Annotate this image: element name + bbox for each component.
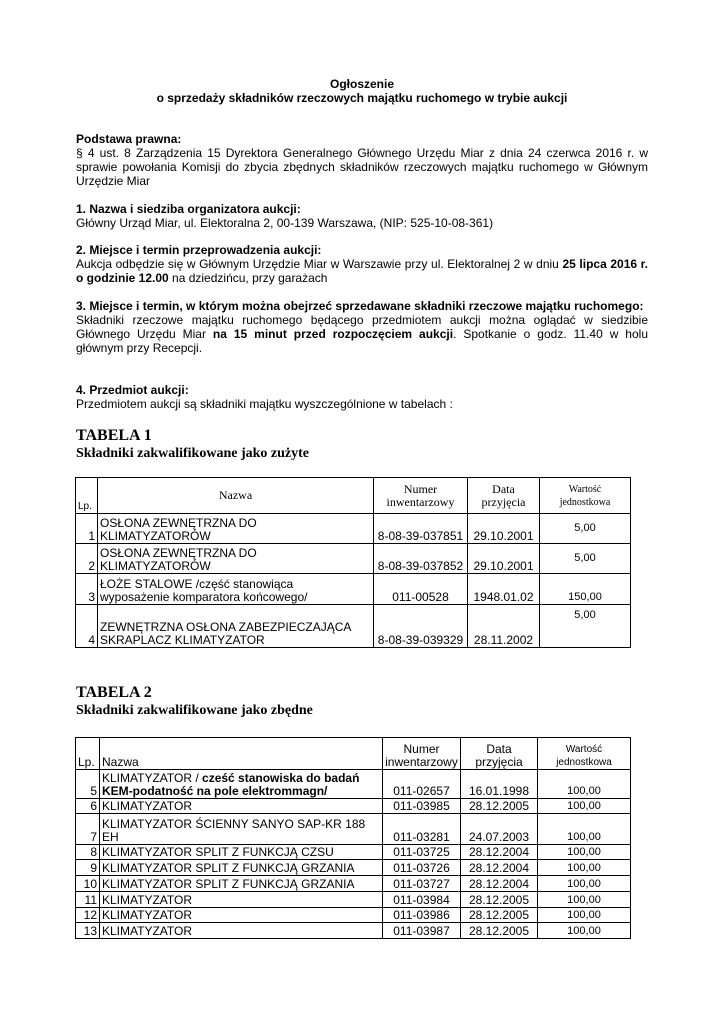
section-place-date-text-a: Aukcja odbędzie się w Głównym Urzędzie Miar w Warszawie przy ul. Elektoralnej 2 w dniu [76, 257, 563, 271]
table1-header-value-2: jednostkowa [559, 496, 611, 508]
table2-title: TABELA 2 [76, 684, 152, 701]
table1-row1-name-2: KLIMATYZATORÓW [100, 529, 211, 543]
table-row [76, 892, 631, 908]
table1-row3-lp: 3 [76, 574, 98, 605]
table2-row11-name: KLIMATYZATOR [100, 892, 383, 908]
table2-row8-date: 28.12.2004 [461, 845, 538, 860]
section-place-date [76, 243, 648, 285]
table1-row4-lp: 4 [76, 605, 98, 648]
table1-subtitle: Składniki zakwalifikowane jako zużyte [76, 446, 309, 461]
table2-header-value [538, 738, 631, 770]
table2-header-inventory-2: inwentarzowy [385, 755, 458, 769]
table1-row4-name [98, 605, 374, 648]
table2-row5-name-1a: KLIMATYZATOR / [102, 771, 203, 785]
table-row [76, 860, 631, 876]
section-viewing-text-b: . Spotkanie o godz. 11.40 w holu głównym przy Recepcji. [76, 327, 648, 355]
section-organizer [76, 202, 648, 230]
table1-row1-name-1: OSŁONA ZEWNĘTRZNA DO [100, 516, 257, 530]
table2-row7-name-2: EH [102, 830, 119, 844]
table1-header-name: Nazwa [98, 478, 374, 514]
table1-row3-value: 150,00 [540, 574, 631, 605]
table2-heading [76, 684, 313, 720]
table2-row11-date: 28.12.2005 [461, 892, 538, 908]
table1-row2-lp: 2 [76, 544, 98, 574]
table2-row13-inventory: 011-03987 [383, 923, 461, 939]
table2-row6-lp: 6 [76, 799, 100, 814]
table2-row12-lp: 12 [76, 908, 100, 923]
table2-row7-value: 100,00 [538, 814, 631, 845]
section-viewing-label: 3. Miejsce i termin, w którym można obejrzeć sprzedawane składniki rzeczowe majątku ruchomego: [76, 299, 644, 313]
table2-header-inventory [383, 738, 461, 770]
table2-row5-name-2: KEM-podatność na pole elektrommagn/ [102, 784, 328, 798]
table2-row5-date: 16.01.1998 [461, 770, 538, 799]
table2-row10-date: 28.12.2004 [461, 876, 538, 892]
table-row [76, 923, 631, 939]
table1-row3-inventory: 011-00528 [374, 574, 468, 605]
section-place-date-text-b: na dziedzińcu, przy garażach [168, 271, 328, 285]
table1-row1-lp: 1 [76, 514, 98, 544]
table2-row8-inventory: 011-03725 [383, 845, 461, 860]
table2-header-value-2: jednostkowa [556, 757, 612, 768]
section-organizer-text: Główny Urząd Miar, ul. Elektoralna 2, 00-139 Warszawa, (NIP: 525-10-08-361) [76, 216, 494, 230]
legal-basis-section [76, 132, 648, 188]
table-row [76, 814, 631, 845]
table1-header-date [468, 478, 540, 514]
table2-row12-inventory: 011-03986 [383, 908, 461, 923]
table1-title: TABELA 1 [76, 427, 152, 444]
table1-row4-value: 5,00 [540, 605, 631, 648]
section-subject-label: 4. Przedmiot aukcji: [76, 383, 189, 397]
table1-row2-name-1: OSŁONA ZEWNĘTRZNA DO [100, 546, 257, 560]
table1-row3-name [98, 574, 374, 605]
table2-row5-value: 100,00 [538, 770, 631, 799]
table1-row4-date: 28.11.2002 [468, 605, 540, 648]
table-row [76, 845, 631, 860]
table-row [76, 574, 631, 605]
table1-row4-name-1: ZEWNĘTRZNA OSŁONA ZABEZPIECZAJĄCA [100, 620, 352, 634]
table2-row13-lp: 13 [76, 923, 100, 939]
table-row [76, 908, 631, 923]
table2-row10-inventory: 011-03727 [383, 876, 461, 892]
table1-row2-value: 5,00 [540, 544, 631, 574]
section-viewing [76, 299, 648, 355]
table1-row1-date: 29.10.2001 [468, 514, 540, 544]
table2-row8-name: KLIMATYZATOR SPLIT Z FUNKCJĄ CZSU [100, 845, 383, 860]
table1-row3-name-2: wyposażenie komparatora końcowego/ [100, 590, 308, 604]
table2-row8-lp: 8 [76, 845, 100, 860]
table2-row7-name-1: KLIMATYZATOR ŚCIENNY SANYO SAP-KR 188 [102, 817, 366, 831]
table-row [76, 514, 631, 544]
table2-row9-lp: 9 [76, 860, 100, 876]
auction-date: 25 lipca 2016 r. o godzinie 12.00 [76, 257, 648, 285]
table1-row1-name [98, 514, 374, 544]
section-place-date-text [76, 257, 648, 285]
table1-header-row [76, 478, 631, 514]
table2-row9-name: KLIMATYZATOR SPLIT Z FUNKCJĄ GRZANIA [100, 860, 383, 876]
table1-header-date-2: przyjęcia [481, 494, 526, 509]
table1-row3-name-1: ŁOŻE STALOWE /część stanowiąca [100, 577, 294, 591]
table1-header-inventory [374, 478, 468, 514]
table1-row1-value: 5,00 [540, 514, 631, 544]
table2-header-date-2: przyjęcia [475, 755, 523, 769]
table2-header-name: Nazwa [100, 738, 383, 770]
document-subtitle: o sprzedaży składników rzeczowych majątku ruchomego w trybie aukcji [156, 91, 568, 105]
section-subject-text: Przedmiotem aukcji są składniki majątku wyszczególnione w tabelach : [76, 397, 453, 411]
table2-row5-inventory: 011-02657 [383, 770, 461, 799]
table2-row12-value: 100,00 [538, 908, 631, 923]
table2-row13-date: 28.12.2005 [461, 923, 538, 939]
table2-header-inventory-1: Numer [403, 742, 440, 756]
table-row [76, 799, 631, 814]
section-viewing-text [76, 313, 648, 355]
table-row [76, 605, 631, 648]
table2-row10-lp: 10 [76, 876, 100, 892]
table2-row6-date: 28.12.2005 [461, 799, 538, 814]
table1-row2-date: 29.10.2001 [468, 544, 540, 574]
table1-row1-inventory: 8-08-39-037851 [374, 514, 468, 544]
table1-row3-date: 1948.01.02 [468, 574, 540, 605]
table2-header-row [76, 738, 631, 770]
table2-row13-value: 100,00 [538, 923, 631, 939]
table-row [76, 770, 631, 799]
section-organizer-label: 1. Nazwa i siedziba organizatora aukcji: [76, 202, 301, 216]
table1-row2-inventory: 8-08-39-037852 [374, 544, 468, 574]
table2-header-date [461, 738, 538, 770]
table2-row7-date: 24.07.2003 [461, 814, 538, 845]
table2-row12-date: 28.12.2005 [461, 908, 538, 923]
table2-row10-name: KLIMATYZATOR SPLIT Z FUNKCJĄ GRZANIA [100, 876, 383, 892]
table2-row6-name: KLIMATYZATOR [100, 799, 383, 814]
section-subject [76, 383, 648, 411]
table2-row6-inventory: 011-03985 [383, 799, 461, 814]
table2-row5-name-1b: cześć stanowiska do badań [202, 771, 360, 785]
table1-header-value [540, 478, 631, 514]
table2-row13-name: KLIMATYZATOR [100, 923, 383, 939]
section-place-date-label: 2. Miejsce i termin przeprowadzenia aukcji: [76, 243, 322, 257]
table2-row11-value: 100,00 [538, 892, 631, 908]
table1 [75, 477, 631, 648]
table-row [76, 876, 631, 892]
table2-row9-value: 100,00 [538, 860, 631, 876]
table2-row5-name [100, 770, 383, 799]
section-viewing-text-a: Składniki rzeczowe majątku ruchomego będącego przedmiotem aukcji można oglądać w siedzibie Głównego Urzędu Miar [76, 313, 648, 341]
legal-basis-label: Podstawa prawna: [76, 132, 182, 146]
table2-subtitle: Składniki zakwalifikowane jako zbędne [76, 703, 313, 718]
table1-header-value-1: Wartość [568, 483, 602, 495]
table2 [75, 737, 631, 939]
table2-row11-inventory: 011-03984 [383, 892, 461, 908]
table1-row4-inventory: 8-08-39-039329 [374, 605, 468, 648]
table1-header-inventory-2: inwentarzowy [386, 494, 455, 509]
table1-row2-name [98, 544, 374, 574]
table1-row4-name-2: SKRAPLACZ KLIMATYZATOR [100, 633, 265, 647]
table2-header-date-1: Data [486, 742, 512, 756]
table2-row12-name: KLIMATYZATOR [100, 908, 383, 923]
table1-heading [76, 427, 309, 463]
table1-header-lp: Lp. [76, 478, 98, 514]
table2-header-value-1: Wartość [565, 744, 603, 755]
table2-row9-date: 28.12.2004 [461, 860, 538, 876]
table2-header-lp: Lp. [76, 738, 100, 770]
table2-row5-lp: 5 [76, 770, 100, 799]
table-row [76, 544, 631, 574]
table2-row7-name [100, 814, 383, 845]
table2-row6-value: 100,00 [538, 799, 631, 814]
table1-header-date-1: Data [492, 481, 515, 496]
table2-row8-value: 100,00 [538, 845, 631, 860]
table2-row11-lp: 11 [76, 892, 100, 908]
table1-header-inventory-1: Numer [403, 481, 438, 496]
viewing-time: na 15 minut przed rozpoczęciem aukcji [212, 327, 454, 341]
table2-row7-inventory: 011-03281 [383, 814, 461, 845]
table2-row7-lp: 7 [76, 814, 100, 845]
legal-basis-text: § 4 ust. 8 Zarządzenia 15 Dyrektora Generalnego Głównego Urzędu Miar z dnia 24 czerwca 2016 r. w sprawie powołania Komisji do zbycia zbędnych składników rzeczowych majątku ruchomego w Głównym Urzędzie Miar [76, 146, 648, 188]
document-title: Ogłoszenie [329, 77, 394, 91]
table2-row9-inventory: 011-03726 [383, 860, 461, 876]
table2-row10-value: 100,00 [538, 876, 631, 892]
table1-row2-name-2: KLIMATYZATORÓW [100, 559, 211, 573]
